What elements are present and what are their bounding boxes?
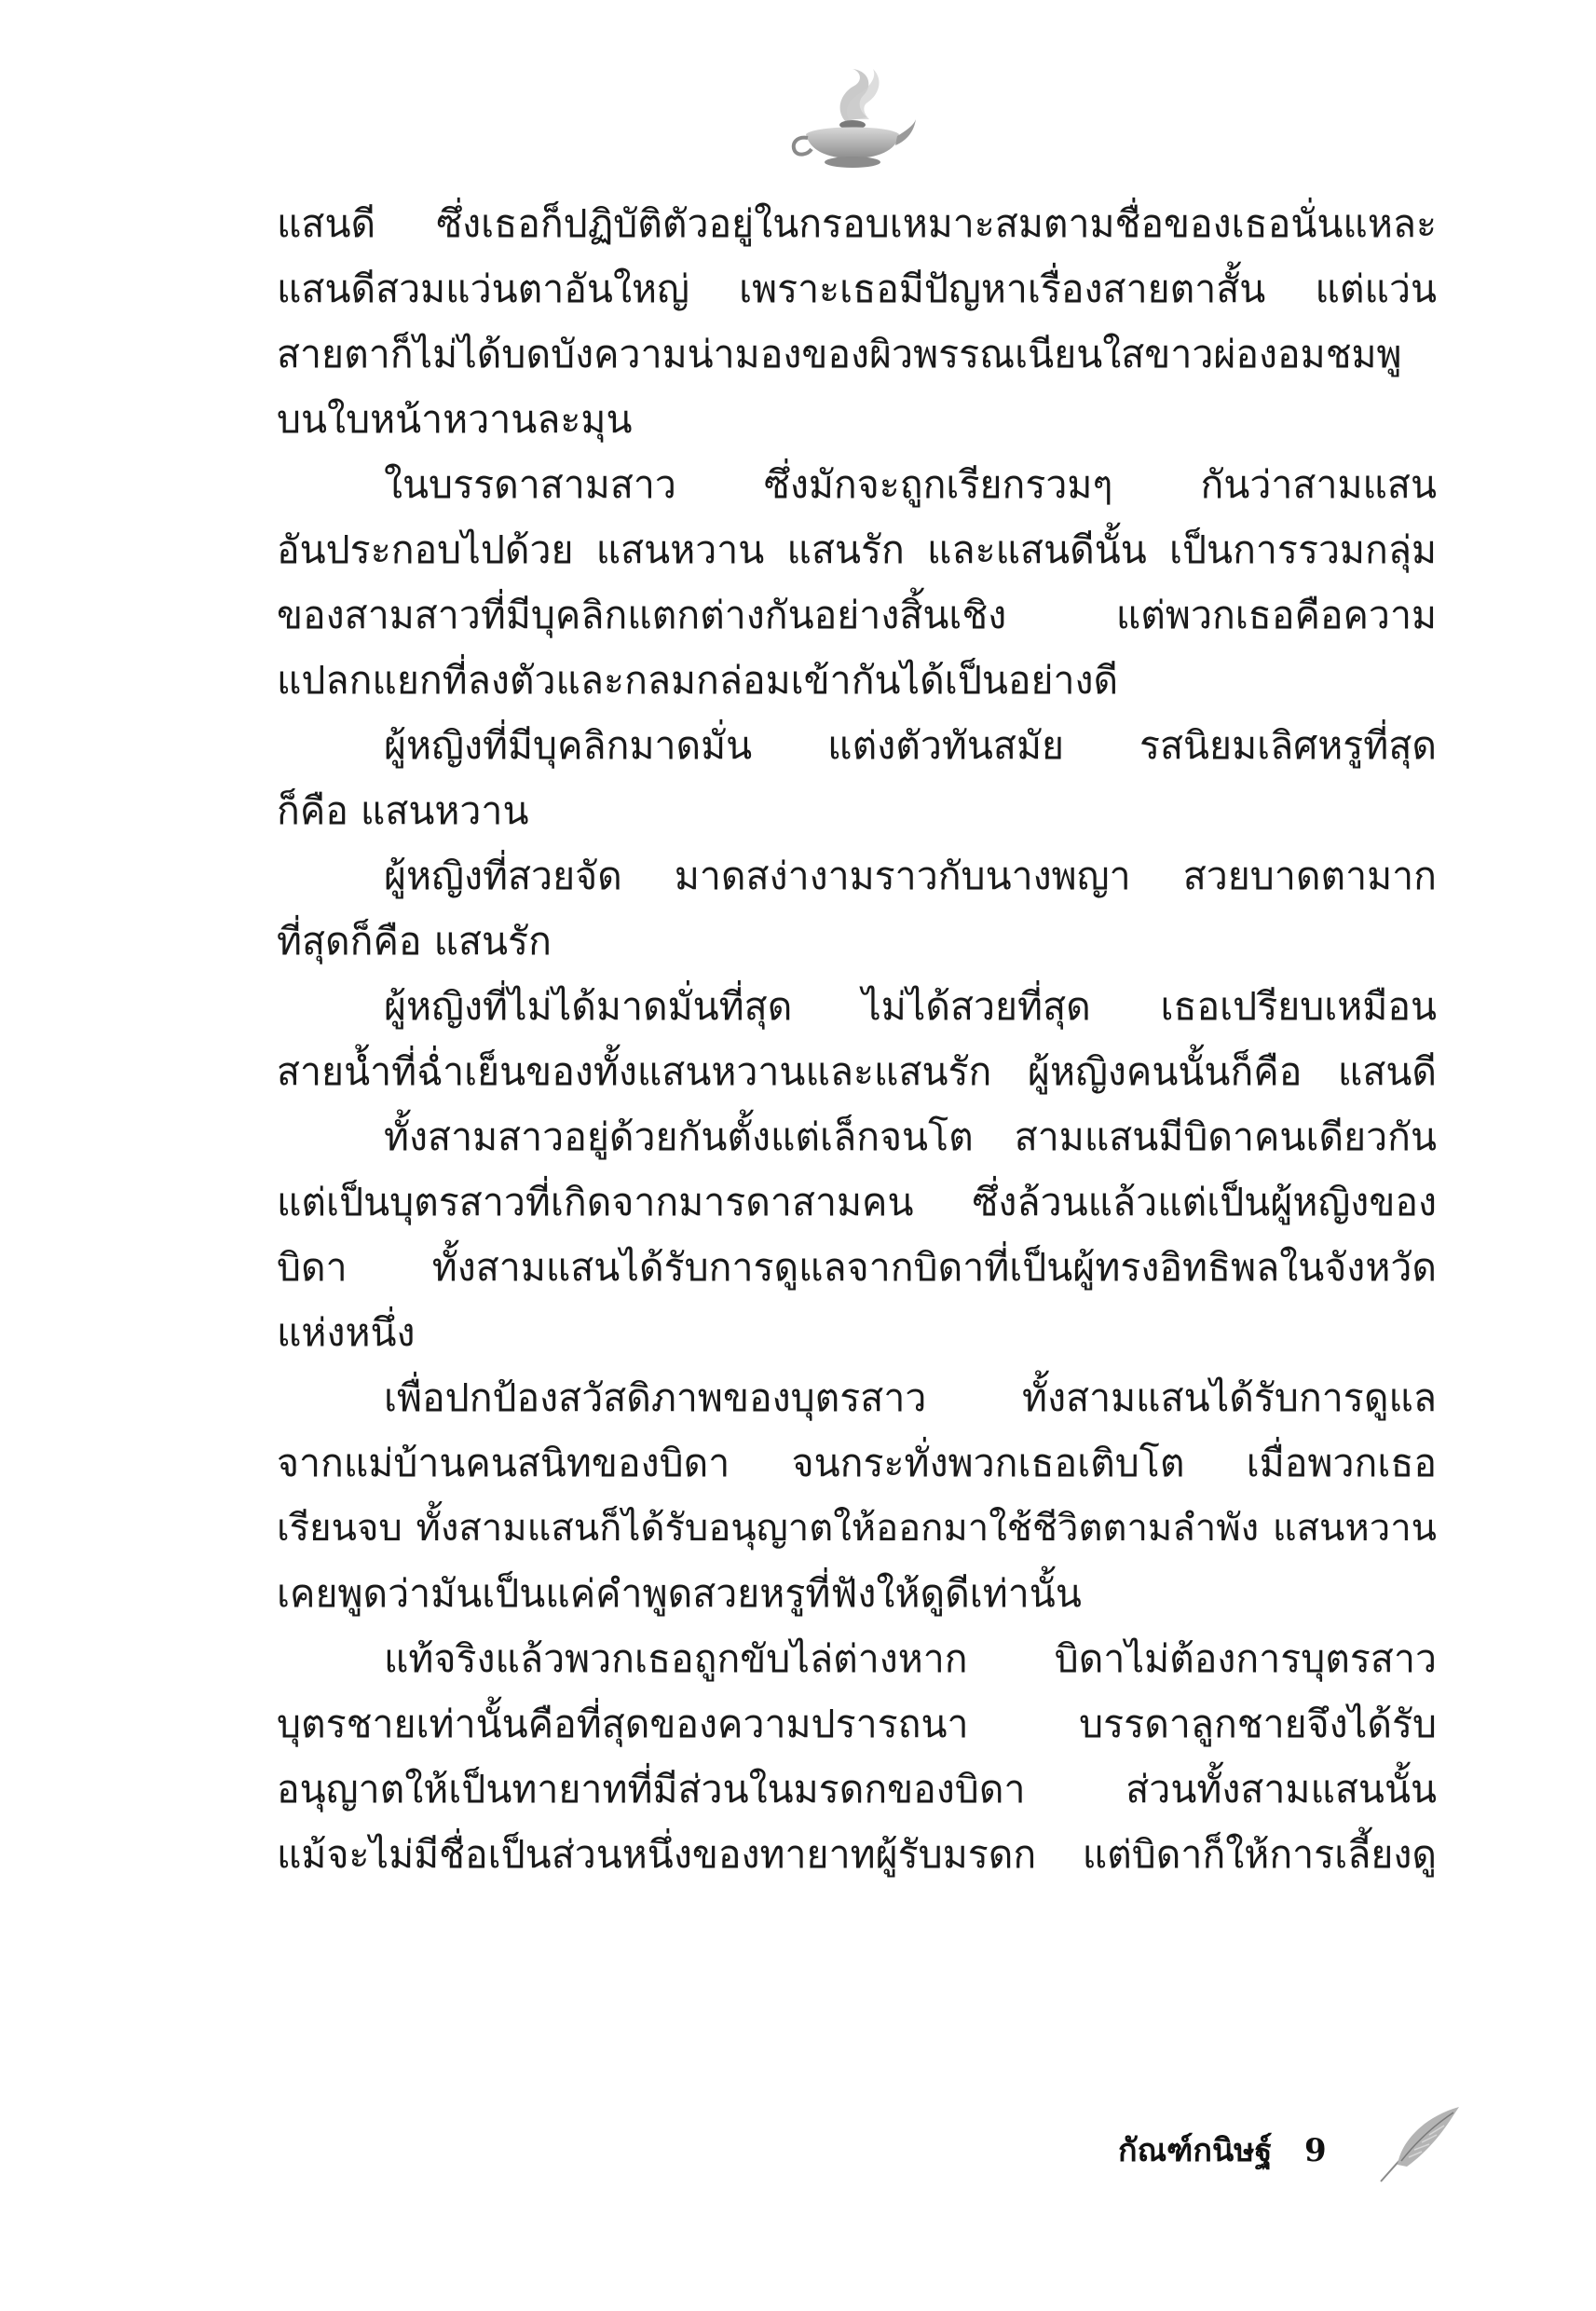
- quill-feather-icon: [1370, 2103, 1463, 2187]
- text-line: จากแม่บ้านคนสนิทของบิดา จนกระทั่งพวกเธอเติบโต เมื่อพวกเธอ: [277, 1441, 1437, 1485]
- text-line: แต่เป็นบุตรสาวที่เกิดจากมารดาสามคน ซึ่งล้วนแล้วแต่เป็นผู้หญิงของ: [277, 1180, 1437, 1224]
- text-line: ผู้หญิงที่ไม่ได้มาดมั่นที่สุด ไม่ได้สวยที่สุด เธอเปรียบเหมือน: [384, 984, 1437, 1029]
- text-line: ผู้หญิงที่สวยจัด มาดสง่างามราวกับนางพญา สวยบาดตามาก: [384, 854, 1437, 898]
- text-line: แท้จริงแล้วพวกเธอถูกขับไล่ต่างหาก บิดาไม่ต้องการบุตรสาว: [384, 1636, 1437, 1681]
- page-footer: [1090, 2120, 1481, 2185]
- text-line: อันประกอบไปด้วย แสนหวาน แสนรัก และแสนดีนั้น เป็นการรวมกลุ่ม: [277, 527, 1437, 572]
- text-line: สายตาก็ไม่ได้บดบังความน่ามองของผิวพรรณเนียนใสขาวผ่องอมชมพู: [277, 332, 1402, 376]
- text-line: ผู้หญิงที่มีบุคลิกมาดมั่น แต่งตัวทันสมัย รสนิยมเลิศหรูที่สุด: [384, 723, 1437, 768]
- text-line: บุตรชายเท่านั้นคือที่สุดของความปรารถนา บรรดาลูกชายจึงได้รับ: [277, 1702, 1437, 1746]
- text-line: แปลกแยกที่ลงตัวและกลมกล่อมเข้ากันได้เป็นอย่างดี: [277, 658, 1119, 703]
- text-line: แม้จะไม่มีชื่อเป็นส่วนหนึ่งของทายาทผู้รับมรดก แต่บิดาก็ให้การเลี้ยงดู: [277, 1832, 1437, 1877]
- text-line: แห่งหนึ่ง: [277, 1310, 416, 1355]
- text-line: ก็คือ แสนหวาน: [277, 788, 529, 833]
- text-line: ที่สุดก็คือ แสนรัก: [277, 919, 552, 964]
- text-line: แสนดี ซึ่งเธอก็ปฏิบัติตัวอยู่ในกรอบเหมาะสมตามชื่อของเธอนั่นแหละ: [277, 201, 1437, 246]
- book-title: กัณฑ์กนิษฐ์: [1118, 2132, 1273, 2169]
- text-line: เคยพูดว่ามันเป็นแค่คำพูดสวยหรูที่ฟังให้ดูดีเท่านั้น: [277, 1571, 1082, 1616]
- text-line: สายน้ำที่ฉ่ำเย็นของทั้งแสนหวานและแสนรัก ผู้หญิงคนนั้นก็คือ แสนดี: [277, 1049, 1437, 1094]
- text-line: บนใบหน้าหวานละมุน: [277, 397, 633, 442]
- text-line: ทั้งสามสาวอยู่ด้วยกันตั้งแต่เล็กจนโต สามแสนมีบิดาคนเดียวกัน: [384, 1114, 1437, 1159]
- body-text: [277, 191, 1437, 1887]
- text-line: เพื่อปกป้องสวัสดิภาพของบุตรสาว ทั้งสามแสนได้รับการดูแล: [384, 1375, 1437, 1420]
- text-line: แสนดีสวมแว่นตาอันใหญ่ เพราะเธอมีปัญหาเรื่องสายตาสั้น แต่แว่น: [277, 267, 1437, 311]
- magic-lamp-icon: [787, 65, 918, 177]
- text-line: ของสามสาวที่มีบุคลิกแตกต่างกันอย่างสิ้นเชิง แต่พวกเธอคือความ: [277, 593, 1437, 637]
- text-line: เรียนจบ ทั้งสามแสนก็ได้รับอนุญาตให้ออกมาใช้ชีวิตตามลำพัง แสนหวาน: [277, 1507, 1437, 1550]
- page-number: 9: [1304, 2132, 1327, 2169]
- text-line: ในบรรดาสามสาว ซึ่งมักจะถูกเรียกรวมๆ กันว่าสามแสน: [384, 462, 1437, 507]
- text-line: อนุญาตให้เป็นทายาทที่มีส่วนในมรดกของบิดา ส่วนทั้งสามแสนนั้น: [277, 1767, 1437, 1812]
- text-line: บิดา ทั้งสามแสนได้รับการดูแลจากบิดาที่เป็นผู้ทรงอิทธิพลในจังหวัด: [277, 1245, 1437, 1290]
